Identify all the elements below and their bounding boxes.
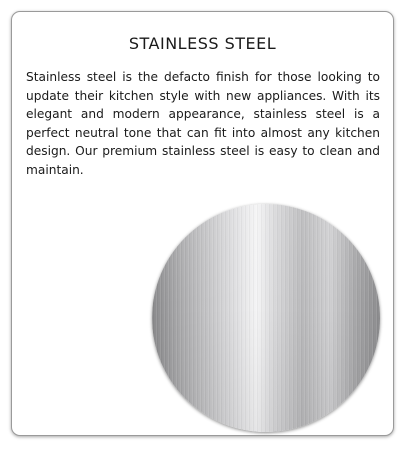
finish-description: Stainless steel is the defacto finish for those looking to update their kitchen style with new appliances. With its elegant and modern appearance, stainless steel is a perfect neutral tone that can fit into almost any kitchen design. Our premium stainless steel is easy to clean and maintain. bbox=[26, 70, 380, 177]
stainless-steel-swatch bbox=[152, 204, 380, 432]
finish-card bbox=[11, 11, 394, 436]
finish-title: STAINLESS STEEL bbox=[128, 34, 277, 53]
